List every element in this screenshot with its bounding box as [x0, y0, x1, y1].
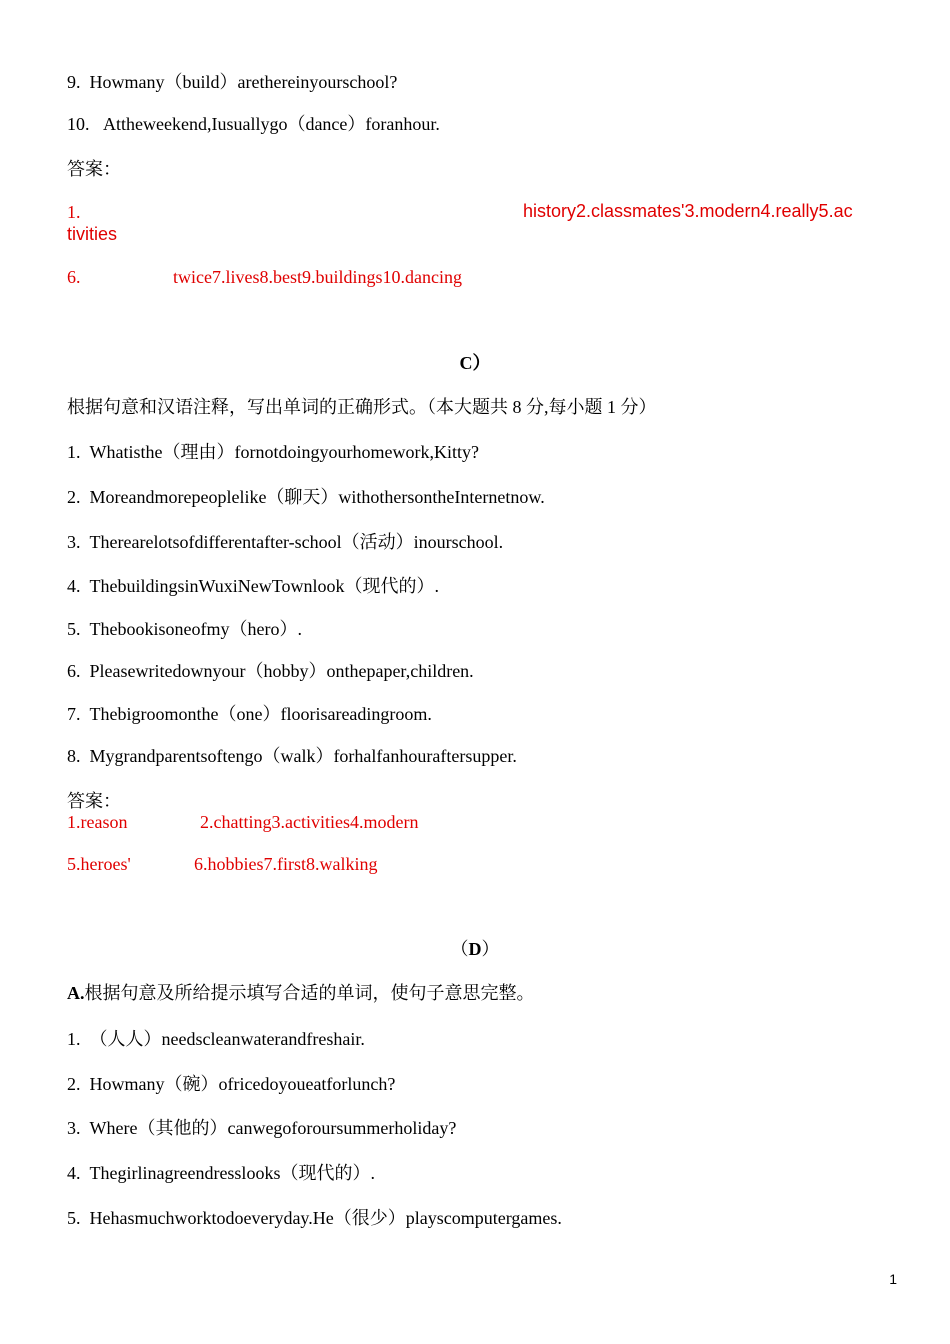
section-heading-d: （D） — [450, 939, 500, 959]
question-item: 2. Moreandmorepeoplelike（聊天）withothersontheInternetnow. — [67, 487, 545, 507]
question-item: 7. Thebigroomonthe（one）floorisareadingroom. — [67, 704, 432, 724]
answer-line: 1.reason — [67, 812, 128, 832]
answer-line: 2.chatting3.activities4.modern — [200, 812, 419, 832]
question-item: 10. Attheweekend,Iusuallygo（dance）foranhour. — [67, 114, 440, 134]
answer-line: history2.classmates'3.modern4.really5.ac — [523, 201, 853, 221]
answer-line: 6.hobbies7.first8.walking — [194, 854, 378, 874]
question-item: 4. Thegirlinagreendresslooks（现代的）. — [67, 1163, 375, 1183]
question-item: 5. Hehasmuchworktodoeveryday.He（很少）playscomputergames. — [67, 1208, 562, 1228]
section-instruction: A.根据句意及所给提示填写合适的单词，使句子意思完整。 — [67, 983, 535, 1003]
answer-line-wrap: tivities — [67, 224, 118, 244]
question-item: 2. Howmany（碗）ofricedoyoueatforlunch? — [67, 1074, 396, 1094]
page-number: 1 — [889, 1271, 897, 1287]
answer-label: 答案： — [67, 159, 121, 179]
section-heading-c: C） — [459, 353, 491, 373]
question-item: 5. Thebookisoneofmy（hero）. — [67, 619, 302, 639]
question-item: 3. Therearelotsofdifferentafter-school（活动）inourschool. — [67, 532, 504, 552]
question-item: 6. Pleasewritedownyour（hobby）onthepaper,children. — [67, 661, 474, 681]
answer-line: 5.heroes' — [67, 854, 131, 874]
question-item: 8. Mygrandparentsoftengo（walk）forhalfanhouraftersupper. — [67, 746, 517, 766]
question-item: 9. Howmany（build）arethereinyourschool? — [67, 72, 398, 92]
question-item: 1. Whatisthe（理由）fornotdoingyourhomework,Kitty? — [67, 442, 479, 462]
section-instruction: 根据句意和汉语注释，写出单词的正确形式。（本大题共 8 分,每小题 1 分） — [67, 397, 657, 417]
answer-label: 答案： — [67, 791, 121, 811]
question-item: 3. Where（其他的）canwegoforoursummerholiday? — [67, 1118, 457, 1138]
question-item: 4. ThebuildingsinWuxiNewTownlook（现代的）. — [67, 576, 439, 596]
answer-line-num: 6. — [67, 267, 81, 287]
answer-line: twice7.lives8.best9.buildings10.dancing — [173, 267, 462, 287]
question-item: 1. （人人）needscleanwaterandfreshair. — [67, 1029, 365, 1049]
answer-line-num: 1. — [67, 202, 81, 222]
